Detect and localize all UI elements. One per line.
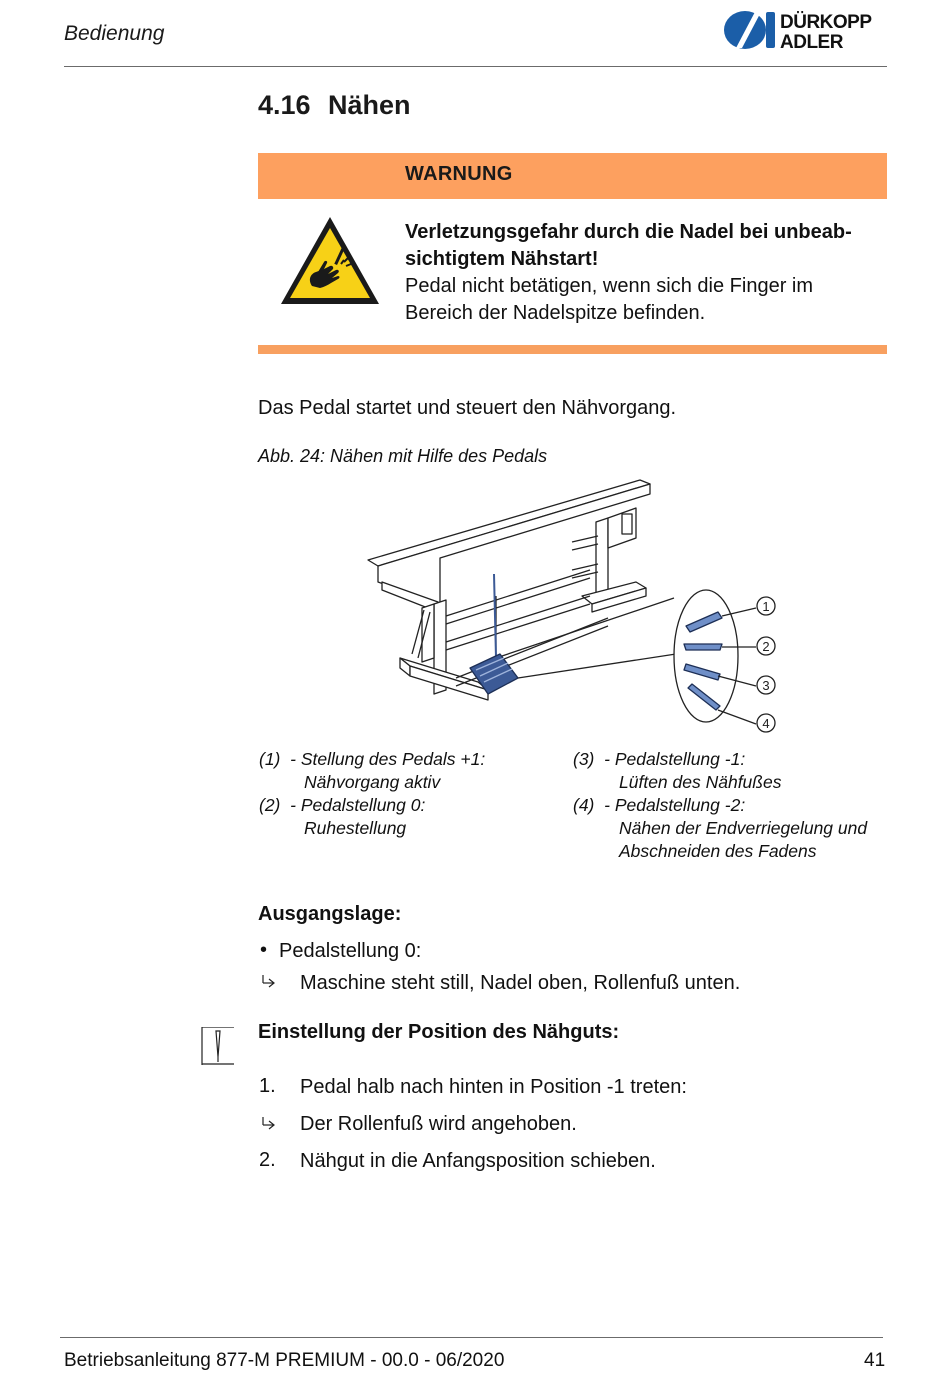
legend-item-1-desc: Nähvorgang aktiv (304, 772, 441, 792)
legend-num: (2) (259, 795, 281, 815)
result-arrow-icon (261, 1116, 277, 1134)
section-title-text: Nähen (328, 90, 411, 120)
callout-2: 2 (762, 639, 770, 654)
warning-title (405, 219, 890, 273)
warning-title-line-2: sichtigtem Nähstart! (405, 248, 599, 270)
page-number: 41 (864, 1350, 886, 1371)
callout-1: 1 (762, 599, 770, 614)
needle-icon (200, 1027, 236, 1065)
warning-instruction-line-1: Pedal nicht betätigen, wenn sich die Finger im (405, 275, 814, 297)
legend-item-2-desc: Ruhestellung (304, 818, 407, 838)
footer-document-id: Betriebsanleitung 877-M PREMIUM - 00.0 - 06/2020 (64, 1350, 505, 1371)
start-position-bullet: Pedalstellung 0: (279, 940, 422, 962)
legend-text: - Pedalstellung -2: (604, 795, 746, 815)
bullet-icon: • (260, 939, 268, 961)
start-position-result: Maschine steht still, Nadel oben, Rollenfuß unten. (300, 972, 741, 994)
section-title (258, 90, 411, 121)
warning-title-line-1: Verletzungsgefahr durch die Nadel bei unbeab- (405, 221, 852, 243)
step-2-number: 2. (259, 1149, 276, 1171)
running-header: Bedienung (64, 22, 165, 45)
table-leg-right (572, 508, 646, 612)
result-arrow-icon (261, 974, 277, 992)
pedal-positions-detail (674, 590, 738, 722)
legend-num: (1) (259, 749, 281, 769)
warning-instruction (405, 273, 890, 327)
pedal-table-illustration (360, 478, 790, 740)
logo-text-1: DÜRKOPP (780, 12, 872, 33)
legend-item-4-desc-2: Abschneiden des Fadens (619, 841, 817, 861)
warning-header-bar (258, 153, 887, 199)
callout-4: 4 (762, 716, 770, 731)
hand-needle-warning-icon (278, 214, 382, 308)
legend-num: (3) (573, 749, 595, 769)
step-1-number: 1. (259, 1075, 276, 1097)
section-number: 4.16 (258, 90, 311, 120)
step-1-result: Der Rollenfuß wird angehoben. (300, 1113, 577, 1135)
legend-item-4 (573, 794, 745, 817)
legend-text: - Pedalstellung 0: (290, 795, 426, 815)
callout-3: 3 (762, 678, 770, 693)
legend-num: (4) (573, 795, 595, 815)
start-position-heading: Ausgangslage: (258, 903, 402, 925)
figure-caption: Abb. 24: Nähen mit Hilfe des Pedals (258, 446, 548, 466)
warning-label: WARNUNG (405, 163, 513, 185)
legend-item-1 (259, 748, 485, 771)
footer-rule (60, 1337, 883, 1338)
adjust-heading: Einstellung der Position des Nähguts: (258, 1021, 620, 1043)
legend-item-3 (573, 748, 745, 771)
legend-item-3-desc: Lüften des Nähfußes (619, 772, 782, 792)
logo-mark (724, 10, 775, 49)
duerkopp-adler-logo (722, 6, 892, 52)
legend-text: - Stellung des Pedals +1: (290, 749, 486, 769)
legend-text: - Pedalstellung -1: (604, 749, 746, 769)
step-2-text: Nähgut in die Anfangsposition schieben. (300, 1150, 656, 1172)
step-1-text: Pedal halb nach hinten in Position -1 treten: (300, 1076, 687, 1098)
warning-footer-bar (258, 345, 887, 354)
legend-item-2 (259, 794, 425, 817)
legend-item-4-desc-1: Nähen der Endverriegelung und (619, 818, 868, 838)
header-rule (64, 66, 887, 67)
intro-paragraph: Das Pedal startet und steuert den Nähvorgang. (258, 397, 677, 419)
warning-instruction-line-2: Bereich der Nadelspitze befinden. (405, 302, 706, 324)
logo-text-2: ADLER (780, 32, 843, 52)
